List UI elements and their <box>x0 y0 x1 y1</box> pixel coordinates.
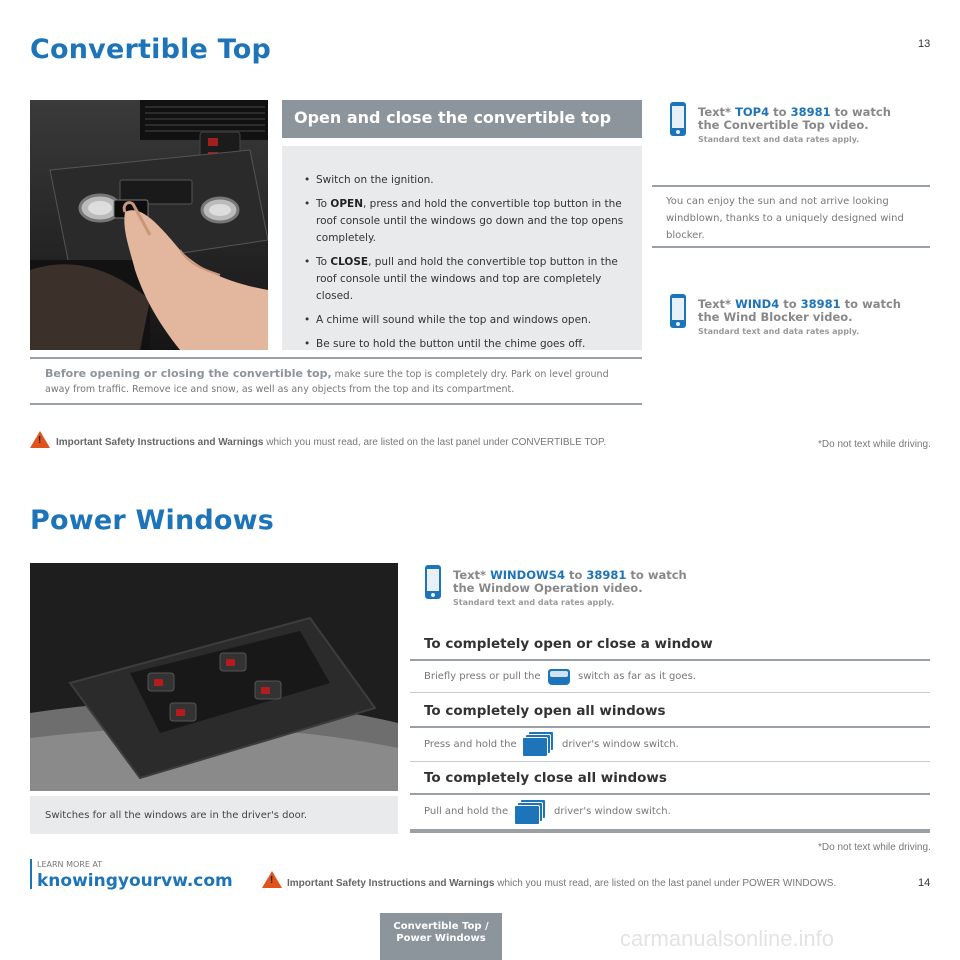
footer-accent-bar <box>30 859 32 889</box>
instructions-panel <box>282 146 642 350</box>
window-switch-caption: Switches for all the windows are in the driver's door. <box>30 796 398 834</box>
divider <box>410 793 930 795</box>
instruction-step: • Be sure to hold the button until the chime goes off. <box>304 336 628 353</box>
warning-icon: ! <box>262 871 282 888</box>
divider <box>410 761 930 762</box>
phone-icon <box>425 565 441 599</box>
section-text-pre: Briefly press or pull the <box>424 671 541 682</box>
instruction-step: • To CLOSE, pull and hold the convertible top button in the roof console until the windows and top are completely closed. <box>304 254 628 305</box>
learn-more-label: LEARN MORE AT <box>37 860 103 869</box>
tab-line-1: Convertible Top / <box>393 921 489 932</box>
instruction-step: • To OPEN, press and hold the convertible top button in the roof console until the windows go down and the top opens completely. <box>304 196 628 247</box>
divider <box>652 246 930 248</box>
divider <box>30 357 642 359</box>
divider <box>410 829 930 833</box>
instruction-step: • A chime will sound while the top and windows open. <box>304 312 628 329</box>
wind-blocker-note: You can enjoy the sun and not arrive looking windblown, thanks to a uniquely designed wind blocker. <box>666 196 904 241</box>
watermark: carmanualsonline.info <box>620 926 835 951</box>
sms-wind-blocker: Text* WIND4 to 38981 to watch the Wind Blocker video. Standard text and data rates apply. <box>698 297 901 336</box>
phone-icon <box>670 102 686 136</box>
instruction-list <box>304 172 628 353</box>
convertible-top-title: Convertible Top <box>30 34 271 65</box>
power-windows-title: Power Windows <box>30 505 275 536</box>
page-number-13: 13 <box>918 38 931 50</box>
section-text-pre: Pull and hold the <box>424 806 509 817</box>
section-tab[interactable] <box>380 913 502 960</box>
all-windows-switch-icon <box>522 731 552 757</box>
section-title: To completely open all windows <box>424 703 666 719</box>
roof-console-photo <box>30 100 268 350</box>
divider <box>410 692 930 693</box>
knowingyourvw-link[interactable]: knowingyourvw.com <box>37 871 233 891</box>
panel-heading: Open and close the convertible top <box>282 100 642 138</box>
all-windows-switch-icon <box>514 799 544 825</box>
window-switch-photo <box>30 563 398 791</box>
no-texting-note: *Do not text while driving. <box>818 842 931 853</box>
section-text-post: driver's window switch. <box>562 739 679 750</box>
sms-window-operation: Text* WINDOWS4 to 38981 to watch the Window Operation video. Standard text and data rates apply. <box>453 568 687 607</box>
sms-convertible-top: Text* TOP4 to 38981 to watch the Convertible Top video. Standard text and data rates apply. <box>698 105 891 144</box>
window-switch-icon <box>548 669 570 685</box>
section-title: To completely open or close a window <box>424 636 713 652</box>
section-text-pre: Press and hold the <box>424 739 517 750</box>
divider <box>30 403 642 405</box>
page-number-14: 14 <box>918 877 931 889</box>
safety-warning-windows: Important Safety Instructions and Warnings which you must read, are listed on the last panel under POWER WINDOWS. <box>287 878 837 889</box>
tab-line-2: Power Windows <box>396 933 486 944</box>
section-text-post: driver's window switch. <box>554 806 671 817</box>
instruction-step: • Switch on the ignition. <box>304 172 628 189</box>
phone-icon <box>670 294 686 328</box>
safety-warning-top: Important Safety Instructions and Warnings which you must read, are listed on the last panel under CONVERTIBLE TOP. <box>56 437 607 448</box>
divider <box>410 659 930 661</box>
divider <box>652 185 930 187</box>
no-texting-note: *Do not text while driving. <box>818 439 931 450</box>
section-title: To completely close all windows <box>424 770 667 786</box>
before-opening-note: Before opening or closing the convertible top, make sure the top is completely dry. Park on level ground away from traffic. Remove ice and snow, as well as any objects from the top and its compartment. <box>45 367 609 395</box>
divider <box>410 726 930 728</box>
section-text-post: switch as far as it goes. <box>578 671 696 682</box>
warning-icon: ! <box>30 431 50 448</box>
